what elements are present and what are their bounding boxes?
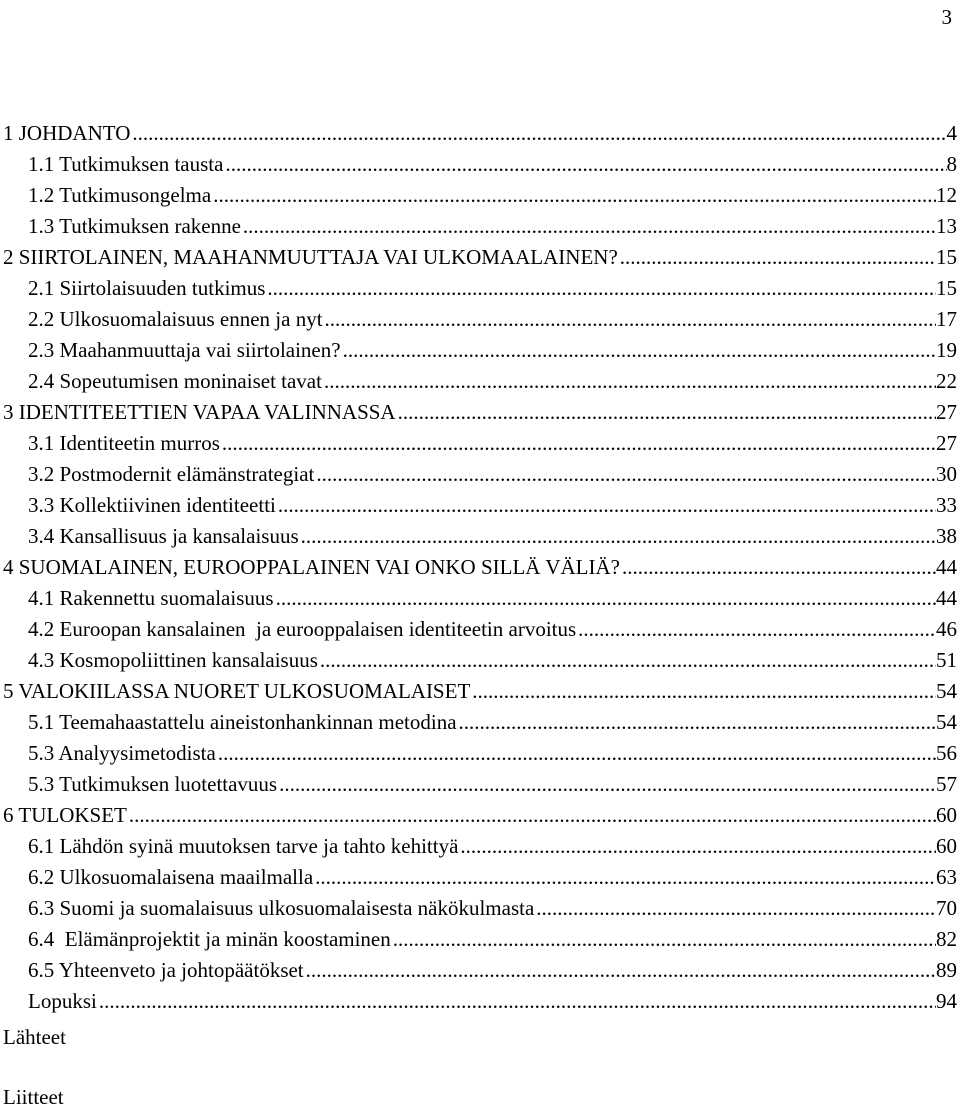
toc-entry-page-number: 51: [936, 648, 957, 672]
page-number: 3: [941, 5, 952, 29]
toc-entry[interactable]: [0, 149, 960, 180]
toc-dot-leader: [267, 273, 936, 304]
toc-entry[interactable]: [0, 428, 960, 459]
toc-dot-leader: [393, 924, 936, 955]
toc-entry[interactable]: [0, 304, 960, 335]
toc-dot-leader: [460, 831, 936, 862]
toc-entry-title: 2 SIIRTOLAINEN, MAAHANMUUTTAJA VAI ULKOMAALAINEN?: [3, 245, 618, 269]
toc-entry-page-number: 63: [936, 865, 957, 889]
toc-entry-title: 1.3 Tutkimuksen rakenne: [28, 214, 241, 238]
toc-entry[interactable]: [0, 273, 960, 304]
toc-entry-title: 1 JOHDANTO: [3, 121, 131, 145]
toc-entry-page-number: 54: [936, 679, 957, 703]
toc-entry[interactable]: [0, 800, 960, 831]
toc-entry[interactable]: [0, 242, 960, 273]
toc-entry-title: 3.4 Kansallisuus ja kansalaisuus: [28, 524, 299, 548]
toc-entry-title: 3.1 Identiteetin murros: [28, 431, 220, 455]
appendices-heading[interactable]: Liitteet: [3, 1085, 64, 1109]
toc-entry-title: 4 SUOMALAINEN, EUROOPPALAINEN VAI ONKO SILLÄ VÄLIÄ?: [3, 555, 620, 579]
toc-entry-page-number: 60: [936, 803, 957, 827]
toc-entry[interactable]: [0, 924, 960, 955]
toc-entry[interactable]: [0, 862, 960, 893]
toc-entry[interactable]: [0, 645, 960, 676]
table-of-contents: [0, 118, 960, 1017]
toc-entry[interactable]: [0, 118, 960, 149]
toc-dot-leader: [315, 862, 936, 893]
toc-entry-page-number: 4: [946, 121, 957, 145]
toc-entry[interactable]: [0, 831, 960, 862]
toc-entry-page-number: 82: [936, 927, 957, 951]
toc-dot-leader: [536, 893, 936, 924]
toc-entry[interactable]: [0, 707, 960, 738]
toc-entry-title: 3.3 Kollektiivinen identiteetti: [28, 493, 276, 517]
toc-entry-page-number: 13: [936, 214, 957, 238]
toc-dot-leader: [343, 335, 936, 366]
toc-entry-title: 6 TULOKSET: [3, 803, 127, 827]
toc-dot-leader: [99, 986, 936, 1017]
toc-entry-page-number: 19: [936, 338, 957, 362]
toc-entry-title: 6.4 Elämänprojektit ja minän koostaminen: [28, 927, 391, 951]
toc-entry-title: 6.3 Suomi ja suomalaisuus ulkosuomalaisesta näkökulmasta: [28, 896, 535, 920]
toc-dot-leader: [306, 955, 936, 986]
toc-dot-leader: [278, 490, 936, 521]
toc-dot-leader: [398, 397, 936, 428]
toc-dot-leader: [279, 769, 936, 800]
toc-entry-title: 6.5 Yhteenveto ja johtopäätökset: [28, 958, 304, 982]
toc-entry-page-number: 33: [936, 493, 957, 517]
toc-entry-page-number: 27: [936, 431, 957, 455]
toc-entry-title: 5.3 Analyysimetodista: [28, 741, 216, 765]
toc-dot-leader: [316, 459, 936, 490]
toc-entry-title: 6.1 Lähdön syinä muutoksen tarve ja tahto kehittyä: [28, 834, 459, 858]
toc-entry-page-number: 8: [946, 152, 957, 176]
toc-entry[interactable]: [0, 211, 960, 242]
toc-dot-leader: [129, 800, 936, 831]
toc-entry-page-number: 12: [936, 183, 957, 207]
toc-entry[interactable]: [0, 366, 960, 397]
toc-entry-page-number: 54: [936, 710, 957, 734]
toc-entry[interactable]: [0, 459, 960, 490]
toc-entry-page-number: 17: [936, 307, 957, 331]
toc-entry-title: 4.3 Kosmopoliittinen kansalaisuus: [28, 648, 318, 672]
toc-entry-page-number: 89: [936, 958, 957, 982]
toc-dot-leader: [622, 552, 936, 583]
toc-dot-leader: [620, 242, 936, 273]
toc-entry-page-number: 57: [936, 772, 957, 796]
toc-dot-leader: [578, 614, 936, 645]
toc-entry-title: 6.2 Ulkosuomalaisena maailmalla: [28, 865, 314, 889]
toc-entry-title: Lopuksi: [28, 989, 97, 1013]
toc-entry-page-number: 38: [936, 524, 957, 548]
toc-entry[interactable]: [0, 397, 960, 428]
toc-dot-leader: [243, 211, 936, 242]
toc-dot-leader: [222, 428, 936, 459]
toc-entry-page-number: 44: [936, 555, 957, 579]
toc-dot-leader: [225, 149, 946, 180]
toc-dot-leader: [276, 583, 936, 614]
toc-dot-leader: [459, 707, 936, 738]
toc-entry-page-number: 70: [936, 896, 957, 920]
toc-entry[interactable]: [0, 676, 960, 707]
toc-entry[interactable]: [0, 552, 960, 583]
toc-entry-page-number: 22: [936, 369, 957, 393]
references-heading[interactable]: Lähteet: [3, 1025, 66, 1049]
toc-entry-page-number: 46: [936, 617, 957, 641]
toc-dot-leader: [218, 738, 936, 769]
toc-dot-leader: [320, 645, 936, 676]
toc-entry-page-number: 27: [936, 400, 957, 424]
toc-entry[interactable]: [0, 986, 960, 1017]
toc-dot-leader: [324, 366, 936, 397]
toc-entry[interactable]: [0, 893, 960, 924]
toc-entry[interactable]: [0, 769, 960, 800]
toc-entry-page-number: 94: [936, 989, 957, 1013]
toc-entry[interactable]: [0, 490, 960, 521]
toc-entry-title: 4.2 Euroopan kansalainen ja eurooppalaisen identiteetin arvoitus: [28, 617, 577, 641]
toc-dot-leader: [301, 521, 936, 552]
toc-entry-page-number: 44: [936, 586, 957, 610]
toc-entry-title: 5 VALOKIILASSA NUORET ULKOSUOMALAISET: [3, 679, 471, 703]
toc-entry-title: 2.4 Sopeutumisen moninaiset tavat: [28, 369, 322, 393]
toc-entry-page-number: 15: [936, 276, 957, 300]
toc-entry[interactable]: [0, 738, 960, 769]
toc-entry-page-number: 15: [936, 245, 957, 269]
toc-entry-title: 1.2 Tutkimusongelma: [28, 183, 212, 207]
toc-dot-leader: [325, 304, 936, 335]
toc-entry-title: 2.3 Maahanmuuttaja vai siirtolainen?: [28, 338, 341, 362]
toc-entry[interactable]: [0, 521, 960, 552]
toc-entry-title: 3.2 Postmodernit elämänstrategiat: [28, 462, 315, 486]
toc-entry-title: 5.1 Teemahaastattelu aineistonhankinnan metodina: [28, 710, 457, 734]
toc-entry[interactable]: [0, 335, 960, 366]
toc-entry-title: 1.1 Tutkimuksen tausta: [28, 152, 224, 176]
toc-entry-title: 4.1 Rakennettu suomalaisuus: [28, 586, 274, 610]
toc-entry-page-number: 60: [936, 834, 957, 858]
toc-entry-title: 3 IDENTITEETTIEN VAPAA VALINNASSA: [3, 400, 396, 424]
toc-entry-title: 2.2 Ulkosuomalaisuus ennen ja nyt: [28, 307, 323, 331]
toc-entry[interactable]: [0, 583, 960, 614]
toc-entry-page-number: 30: [936, 462, 957, 486]
toc-entry-title: 2.1 Siirtolaisuuden tutkimus: [28, 276, 266, 300]
toc-entry[interactable]: [0, 614, 960, 645]
toc-entry-title: 5.3 Tutkimuksen luotettavuus: [28, 772, 278, 796]
toc-entry[interactable]: [0, 955, 960, 986]
toc-dot-leader: [213, 180, 936, 211]
toc-dot-leader: [132, 118, 946, 149]
toc-entry-page-number: 56: [936, 741, 957, 765]
toc-entry[interactable]: [0, 180, 960, 211]
toc-dot-leader: [472, 676, 936, 707]
